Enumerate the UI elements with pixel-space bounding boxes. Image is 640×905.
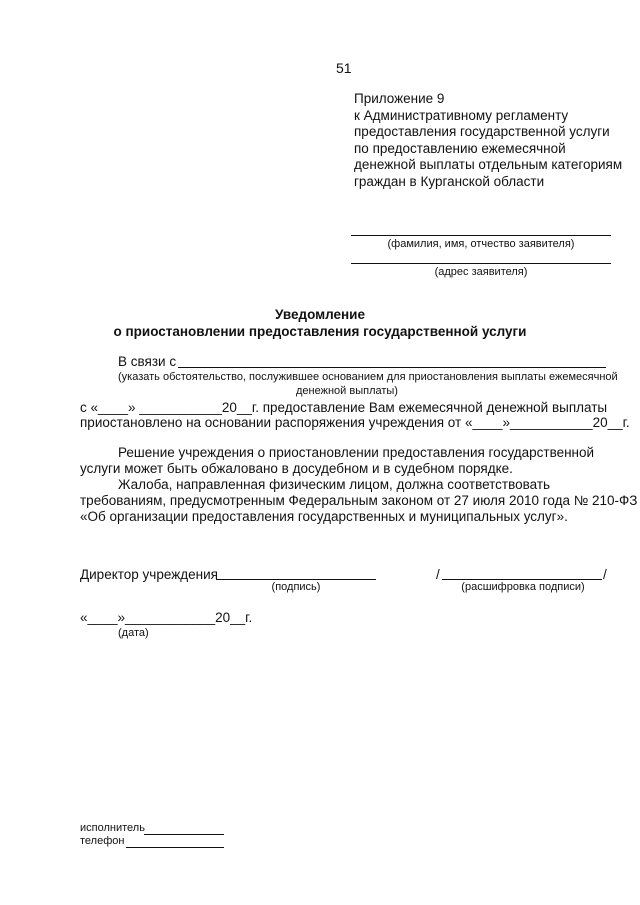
due-to-label: В связи с <box>118 354 177 369</box>
director-label: Директор учреждения <box>80 567 218 582</box>
appendix-line: граждан в Курганской области <box>354 173 545 189</box>
slash-right: / <box>603 567 607 582</box>
applicant-name-line[interactable] <box>351 235 611 236</box>
appendix-line: предоставления государственной услуги <box>354 124 610 139</box>
slash-left: / <box>436 567 440 582</box>
complaint-line-3: «Об организации предоставления государственных и муниципальных услуг». <box>80 509 568 524</box>
appendix-line: Приложение 9 <box>354 91 445 106</box>
appendix-line: денежной выплаты отдельным категориям <box>354 157 623 172</box>
phone-line[interactable] <box>126 847 224 848</box>
complaint-line-1: Жалоба, направленная физическим лицом, должна соответствовать <box>118 477 551 492</box>
appendix-line: по предоставлению ежемесячной <box>354 140 566 156</box>
appeal-line-1: Решение учреждения о приостановлении предоставления государственной <box>118 445 595 460</box>
reason-caption-1: (указать обстоятельство, послужившее основанием для приостановления выплаты ежемесячной <box>118 371 618 383</box>
reason-caption-2: денежной выплаты) <box>296 385 398 397</box>
executor-line[interactable] <box>144 834 224 835</box>
phone-label: телефон <box>80 835 125 847</box>
applicant-name-caption: (фамилия, имя, отчество заявителя) <box>387 238 575 250</box>
executor-label: исполнитель <box>80 822 145 834</box>
transcript-line[interactable] <box>442 579 602 580</box>
notice-title: Уведомление <box>274 307 365 322</box>
applicant-address-line[interactable] <box>351 263 611 264</box>
sign-date-line: «____»____________20__г. <box>80 610 253 625</box>
signature-line[interactable] <box>216 579 376 580</box>
page-number: 51 <box>336 60 352 76</box>
appendix-block <box>354 90 622 189</box>
applicant-address-caption: (адрес заявителя) <box>434 266 528 278</box>
order-date-line: приостановлено на основании распоряжения учреждения от «____»___________20__г. <box>80 415 630 430</box>
sign-date-caption: (дата) <box>118 627 149 639</box>
reason-input-line[interactable] <box>178 367 606 368</box>
from-date-text: с «____» ___________20__г. предоставление Вам ежемесячной денежной выплаты <box>80 400 608 415</box>
appeal-line-2: услуги может быть обжаловано в досудебном и в судебном порядке. <box>80 461 513 476</box>
appendix-line: к Административному регламенту <box>354 107 569 123</box>
transcript-caption: (расшифровка подписи) <box>461 581 585 593</box>
signature-caption: (подпись) <box>271 581 321 593</box>
notice-subtitle: о приостановлении предоставления государственной услуги <box>113 324 527 339</box>
complaint-line-2: требованиям, предусмотренным Федеральным законом от 27 июля 2010 года № 210-ФЗ <box>80 493 638 508</box>
